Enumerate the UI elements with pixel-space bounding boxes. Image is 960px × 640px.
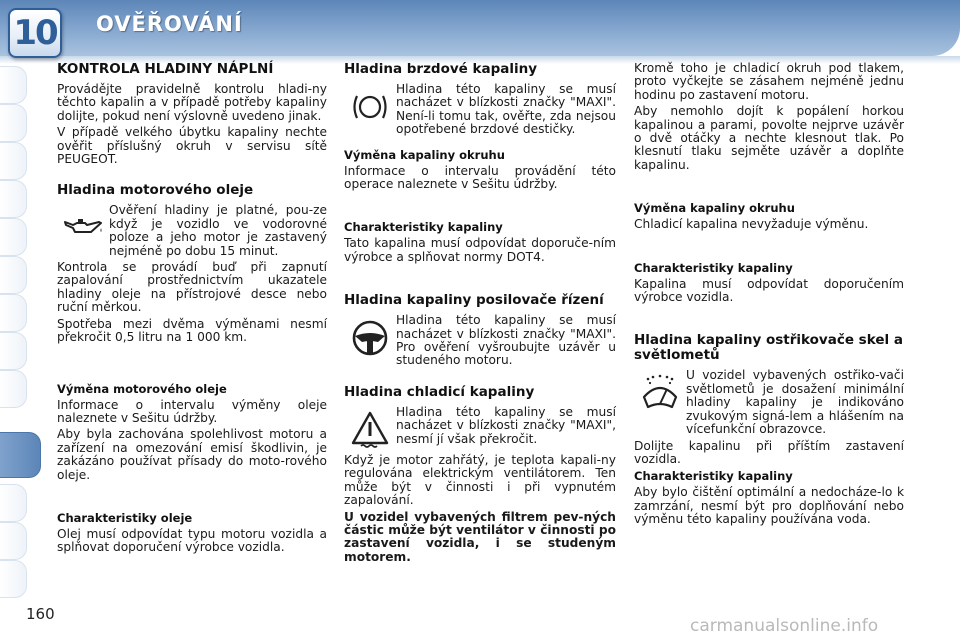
paragraph-warning: U vozidel vybavených filtrem pev-ných částic může být ventilátor v činnosti po zastavení vozidla, i se studeným motorem. [344,509,616,564]
paragraph: Informace o intervalu provádění této operace naleznete v Sešitu údržby. [344,163,616,192]
chapter-tab-7[interactable] [0,294,27,332]
paragraph: Hladina této kapaliny se musí nacházet v blízkosti značky "MAXI", nesmí jí však překročit. [396,404,616,446]
paragraph: Kapalina musí odpovídat doporučením výrobce vozidla. [634,276,904,305]
chapter-tab-8[interactable] [0,332,27,370]
paragraph: Informace o intervalu výměny oleje naleznete v Sešitu údržby. [57,397,327,425]
page-title: OVĚŘOVÁNÍ [96,12,243,36]
chapter-number-badge: 10 [8,8,62,58]
brake-warning-icon [344,83,396,131]
chapter-tab-3[interactable] [0,142,27,180]
paragraph: Spotřeba mezi dvěma výměnami nesmí překročit 0,5 litru na 1 000 km. [57,316,327,345]
page-number: 160 [26,605,55,623]
section-title-power-steering: Hladina kapaliny posilovače řízení [344,292,604,309]
paragraph: V případě velkého úbytku kapaliny nechte ověřit příslušný okruh v servisu sítě PEUGEOT. [57,125,327,167]
subsection-title-washer-spec: Charakteristiky kapaliny [634,469,793,484]
subsection-title-brake-change: Výměna kapaliny okruhu [344,147,505,162]
subsection-title-brake-spec: Charakteristiky kapaliny [344,220,503,235]
paragraph: Kromě toho je chladicí okruh pod tlakem, proto vyčkejte se zásahem nejméně jednu hodinu po zastavení motoru. [634,61,904,102]
paragraph: Hladina této kapaliny se musí nacházet v blízkosti značky "MAXI". Není-li tomu tak, ověřte, zda nejsou opotřebené brzdové destičky. [396,82,616,137]
paragraph: U vozidel vybavených ostřiko-vači světlometů je dosažení minimální hladiny kapaliny je indikováno zvukovým signá-lem a hlášením na vícefunkční obrazovce. [686,368,904,437]
section-title-fluid-levels: KONTROLA HLADINY NÁPLNÍ [57,61,274,77]
paragraph: Aby byla zachována spolehlivost motoru a zařízení na omezování emisí škodlivin, je zakázáno používat přísady do moto-rového oleje. [57,427,327,482]
chapter-tab-6[interactable] [0,256,27,294]
section-title-coolant: Hladina chladicí kapaliny [344,383,535,400]
chapter-tab-4[interactable] [0,180,27,218]
column-3 [634,62,904,530]
paragraph: Olej musí odpovídat typu motoru vozidla a splňovat doporučení výrobce vozidla. [57,526,327,555]
chapter-tab-12[interactable] [0,522,27,560]
washer-fluid-note [634,369,904,439]
chapter-tab-2[interactable] [0,104,27,142]
section-title-washer-fluid: Hladina kapaliny ostřikovače skel a světlometů [634,332,903,364]
chapter-tab-13[interactable] [0,560,27,598]
paragraph: Ověření hladiny je platné, pou-ze když je vozidlo ve vodorovné poloze a jeho motor je zastavený nejméně po dobu 15 minut. [109,203,327,258]
windscreen-washer-icon [634,369,686,417]
coolant-warning-icon [344,406,396,454]
steering-wheel-icon [344,314,396,362]
engine-oil-note [57,204,327,261]
paragraph: Když je motor zahřátý, je teplota kapali-ny regulována elektrickým ventilátorem. Ten může být v činnosti i při vypnutém zapalování. [344,452,616,508]
subsection-title-coolant-spec: Charakteristiky kapaliny [634,260,793,275]
subsection-title-oil-change: Výměna motorového oleje [57,381,227,396]
subsection-title-coolant-change: Výměna kapaliny okruhu [634,201,795,216]
paragraph: Kontrola se provádí buď při zapnutí zapalování prostřednictvím ukazatele hladiny oleje na přístrojové desce nebo ruční měrkou. [57,260,327,315]
paragraph: Hladina této kapaliny se musí nacházet v blízkosti značky "MAXI". Pro ověření vyšroubujte uzávěr u studeného motoru. [396,313,616,368]
section-title-engine-oil: Hladina motorového oleje [57,182,254,199]
paragraph: Chladicí kapalina nevyžaduje výměnu. [634,217,869,232]
chapter-tab-10-active[interactable] [0,432,41,478]
watermark: carmanualsonline.info [690,616,879,636]
chapter-tab-5[interactable] [0,218,27,256]
chapter-tab-11[interactable] [0,484,27,522]
chapter-tab-9[interactable] [0,370,27,408]
paragraph: Tato kapalina musí odpovídat doporuče-ním výrobce a splňovat normy DOT4. [344,236,616,264]
column-1 [57,62,327,558]
coolant-note [344,406,616,454]
subsection-title-oil-spec: Charakteristiky oleje [57,510,193,525]
chapter-tab-1[interactable] [0,66,27,104]
paragraph: Aby nemohlo dojít k popálení horkou kapalinou a parami, povolte nejprve uzávěr o dvě otáčky a nechte klesnout tlak. Po klesnutí tlaku sejměte uzávěr a doplňte kapalinu. [634,104,904,172]
paragraph: Provádějte pravidelně kontrolu hladi-ny těchto kapalin a v případě potřeby kapaliny dolijte, pokud není výslovně uvedeno jinak. [57,82,327,123]
power-steering-note [344,314,616,371]
oil-can-icon [57,204,109,252]
brake-fluid-note [344,83,616,140]
section-title-brake-fluid: Hladina brzdové kapaliny [344,61,538,77]
chapter-tabs [0,66,44,626]
paragraph: Aby bylo čištění optimální a nedocháze-lo k zamrzání, nesmí být pro doplňování nebo výměnu této kapaliny používána voda. [634,485,904,527]
paragraph: Dolijte kapalinu při příštím zastavení vozidla. [634,438,904,466]
column-2 [344,62,616,567]
